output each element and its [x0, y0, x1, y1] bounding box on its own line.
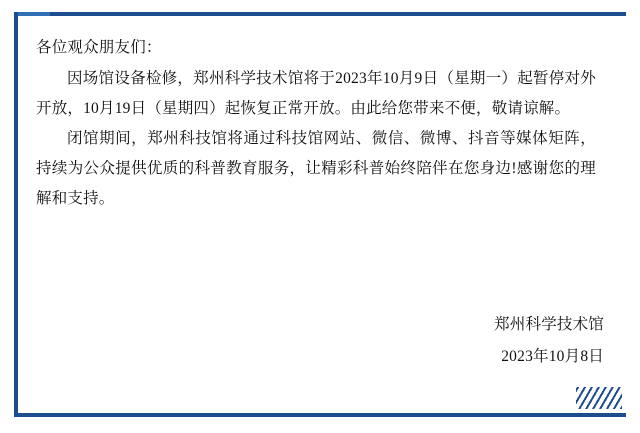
- signature-organization: 郑州科学技术馆: [494, 316, 604, 333]
- corner-hatch-decoration: [576, 387, 622, 409]
- left-border-rule: [14, 12, 18, 417]
- paragraph-closure-notice: 因场馆设备检修，郑州科学技术馆将于2023年10月9日（星期一）起暂停对外开放，10月19日（星期四）起恢复正常开放。由此给您带来不便，敬请谅解。: [36, 70, 596, 117]
- paragraph-online-services: 闭馆期间，郑州科技馆将通过科技馆网站、微信、微博、抖音等媒体矩阵，持续为公众提供优质的科普教育服务，让精彩科普始终陪伴在您身边!感谢您的理解和支持。: [36, 130, 596, 207]
- signature-block: [494, 309, 604, 373]
- bottom-border-rule: [14, 413, 626, 417]
- top-border-rule: [14, 12, 626, 16]
- salutation-line: 各位观众朋友们：: [36, 39, 162, 56]
- top-border-accent: [14, 12, 50, 16]
- signature-date: 2023年10月8日: [501, 348, 604, 365]
